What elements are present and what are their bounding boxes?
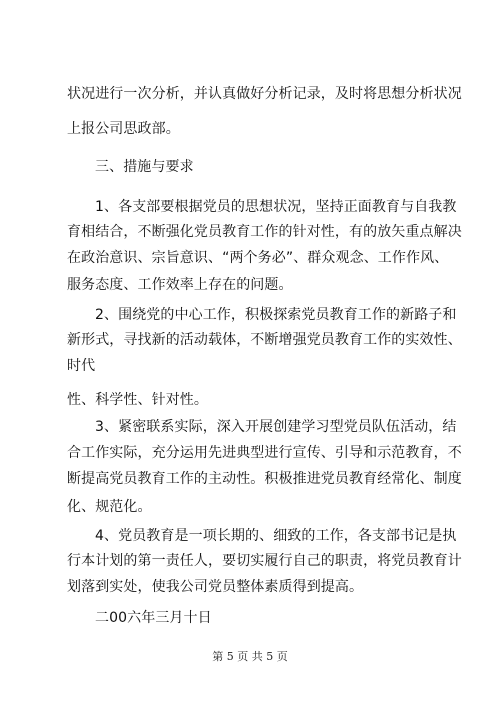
paragraph-line: 性、科学性、针对性。	[67, 392, 208, 408]
paragraph-line: 断提高党员教育工作的主动性。积极推进党员教育经常化、制度	[67, 471, 462, 487]
document-date: 二00六年三月十日	[95, 610, 212, 626]
paragraph-line: 育相结合，不断强化党员教育工作的针对性，有的放矢重点解决	[67, 224, 462, 240]
paragraph-line: 上报公司思政部。	[67, 121, 180, 137]
paragraph-line: 2、围绕党的中心工作，积极探索党员教育工作的新路子和	[95, 307, 457, 323]
section-heading: 三、措施与要求	[95, 159, 194, 175]
paragraph-line: 服务态度、工作效率上存在的问题。	[67, 277, 293, 293]
paragraph-line: 时代	[67, 358, 96, 374]
paragraph-line: 行本计划的第一责任人，要切实履行自己的职责，将党员教育计	[67, 553, 462, 569]
paragraph-line: 1、各支部要根据党员的思想状况，坚持正面教育与自我教	[95, 199, 457, 215]
page-footer: 第 5 页 共 5 页	[212, 650, 288, 663]
paragraph-line: 化、规范化。	[67, 499, 152, 515]
paragraph-line: 合工作实际，充分运用先进典型进行宣传、引导和示范教育，不	[67, 445, 462, 461]
paragraph-line: 3、紧密联系实际，深入开展创建学习型党员队伍活动，结	[95, 419, 457, 435]
paragraph-line: 4、党员教育是一项长期的、细致的工作，各支部书记是执	[95, 528, 457, 544]
paragraph-line: 状况进行一次分析，并认真做好分析记录，及时将思想分析状况	[67, 86, 462, 102]
paragraph-line: 在政治意识、宗旨意识、“两个务必”、群众观念、工作作风、	[67, 250, 449, 266]
paragraph-line: 新形式，寻找新的活动载体，不断增强党员教育工作的实效性、	[67, 332, 462, 348]
paragraph-line: 划落到实处，使我公司党员整体素质得到提高。	[67, 579, 364, 595]
